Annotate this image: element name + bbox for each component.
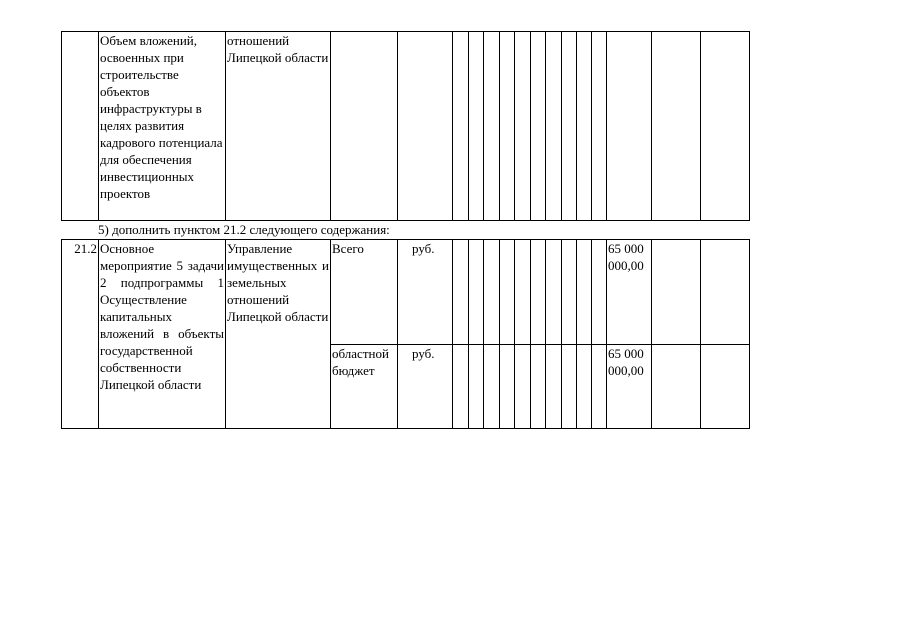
amount-value: 65 000 000,00: [607, 240, 652, 345]
amount-value: 65 000 000,00: [607, 345, 652, 429]
table-row: [62, 240, 750, 345]
funding-source: областной бюджет: [331, 345, 398, 429]
table-cell-executor: отношений Липецкой области: [226, 32, 331, 221]
row-number: 21.2: [62, 240, 99, 429]
table-continuation: [61, 31, 750, 221]
activity-name: Основное мероприятие 5 задачи 2 подпрограммы 1 Осуществление капитальных вложений в объекты государственной собственности Липецкой области: [99, 240, 226, 429]
table-cell-number: [62, 32, 99, 221]
amendment-note: 5) дополнить пунктом 21.2 следующего содержания:: [98, 222, 390, 237]
table-cell-indicator: Объем вложений, освоенных при строительстве объектов инфраструктуры в целях развития кадрового потенциала для обеспечения инвестиционных проектов: [99, 32, 226, 221]
funding-source: Всего: [331, 240, 398, 345]
table-item-21-2: [61, 239, 750, 429]
table-row: [62, 32, 750, 221]
unit: руб.: [398, 240, 453, 345]
executor-name: Управление имущественных и земельных отношений Липецкой области: [226, 240, 331, 429]
unit: руб.: [398, 345, 453, 429]
